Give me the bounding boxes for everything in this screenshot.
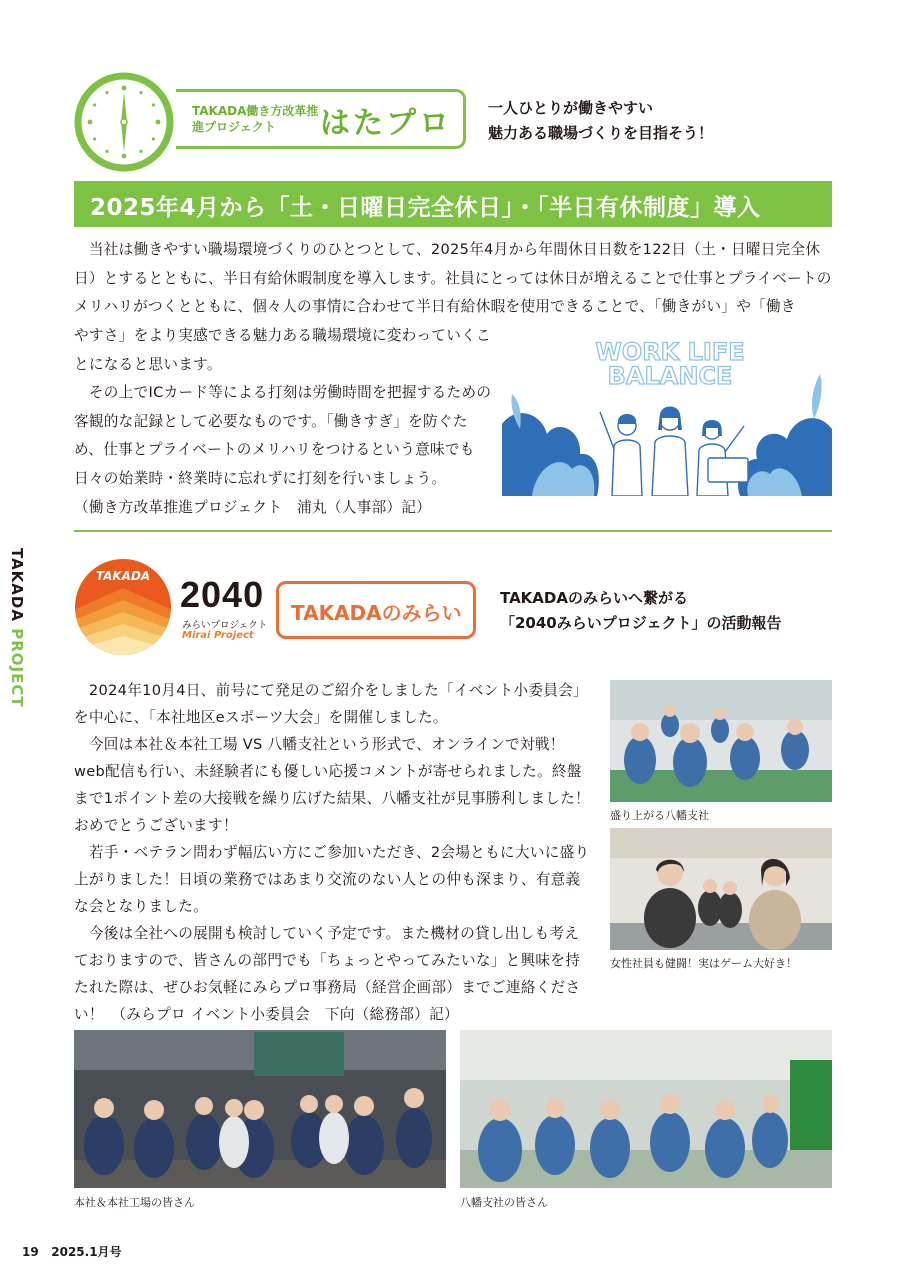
- caption-yahata-group: 八幡支社の皆さん: [460, 1196, 548, 1209]
- takada-logo-text: TAKADA: [95, 569, 151, 583]
- wlb-line1: WORK LIFE: [595, 338, 745, 366]
- hatapro-tagline: 一人ひとりが働きやすい 魅力ある職場づくりを目指そう！: [488, 99, 714, 142]
- issue-label: 2025.1月号: [51, 1245, 122, 1259]
- mirai-jp: みらいプロジェクト: [182, 620, 268, 631]
- section1-paragraph-rest: やすさ」をより実感できる魅力ある職場環境に変わっていくことになると思います。 その上でICカード等による打刻は労働時間を把握するための客観的な記録として必要なものです。「働きすぎ」を防ぐため、仕事とプライベートのメリハリをつけるという意味でも日々の始業時・終業時に忘れずに打刻を行いましょう。 （働き方改革推進プロジェクト 浦丸（人事部）記）: [74, 322, 494, 522]
- section1-paragraph1: 当社は働きやすい職場環境づくりのひとつとして、2025年4月から年間休日日数を122日（土・日曜日完全休日）とするとともに、半日有給休暇制度を導入します。社員にとっては休日が増えることで仕事とプライベートのメリハリがつくとともに、個々人の事情に合わせて半日有給休暇を使用できることで、「働きがい」や「働き: [74, 241, 832, 316]
- mirai-tagline: TAKADAのみらいへ繋がる 「2040みらいプロジェクト」の活動報告: [500, 589, 782, 632]
- wlb-line2: BALANCE: [607, 362, 733, 390]
- side-tab-takada: TAKADA: [8, 548, 26, 622]
- takada-mirai-logo: [74, 558, 172, 656]
- work-life-balance-illustration: [502, 334, 832, 496]
- mirai-label-frame: [276, 581, 476, 639]
- hatapro-name: はたプロ: [320, 106, 452, 141]
- caption-headquarters: 本社＆本社工場の皆さん: [74, 1196, 195, 1209]
- section2-paragraph1: 2024年10月4日、前号にて発足のご紹介をしました「イベント小委員会」を中心に、「本社地区eスポーツ大会」を開催しました。: [74, 682, 588, 726]
- female-players-photo: [610, 828, 832, 950]
- section1-signature: （働き方改革推進プロジェクト 浦丸（人事部）記）: [74, 498, 432, 516]
- yahata-cheering-photo: [610, 680, 832, 802]
- section2-paragraph2: 今回は本社＆本社工場 VS 八幡支社という形式で、オンラインで対戦！web配信も行い、未経験者にも優しい応援コメントが寄せられました。終盤まで1ポイント差の大接戦を繰り広げた結果、八幡支社が見事勝利しました！おめでとうございます！: [74, 736, 590, 834]
- caption-yahata-cheering: 盛り上がる八幡支社: [610, 809, 709, 822]
- clock-icon: [74, 72, 174, 172]
- hatapro-label: TAKADA働き方改革推進プロジェクト: [192, 104, 319, 134]
- page-footer: [22, 1243, 122, 1260]
- side-tab-project: PROJECT: [8, 628, 26, 708]
- caption-female-players: 女性社員も健闘！実はゲーム大好き！: [610, 957, 797, 970]
- mirai-en: Mirai Project: [182, 630, 254, 641]
- section2-paragraph4: 今後は全社への展開も検討していく予定です。また機材の貸し出しも考えておりますので、皆さんの部門でも「ちょっとやってみたいな」と興味を持たれた際は、ぜひお気軽にみらプロ事務局（経営企画部）までご連絡ください！ （みらプロ イベント小委員会 下向（総務部）記）: [74, 925, 581, 1023]
- side-tab: [4, 548, 34, 738]
- section2-paragraph3: 若手・ベテラン問わず幅広い方にご参加いただき、2会場ともに大いに盛り上がりました！日頃の業務ではあまり交流のない人との仲も深まり、有意義な会となりました。: [74, 844, 590, 915]
- section-divider: [74, 530, 832, 532]
- yahata-group-photo: [460, 1030, 832, 1188]
- mirai-year: 2040: [180, 574, 265, 615]
- headquarters-group-photo: [74, 1030, 446, 1188]
- section1-headline-bar: [74, 181, 832, 227]
- section1-headline: 2025年4月から「土・日曜日完全休日」・「半日有休制度」導入: [90, 195, 761, 221]
- section2-body: [74, 677, 594, 1028]
- page-number: 19: [22, 1245, 39, 1259]
- mirai-label: TAKADAのみらい: [291, 601, 462, 625]
- section1-paragraph2: その上でICカード等による打刻は労働時間を把握するための客観的な記録として必要なものです。「働きすぎ」を防ぐため、仕事とプライベートのメリハリをつけるという意味でも日々の始業時・終業時に忘れずに打刻を行いましょう。: [74, 384, 492, 487]
